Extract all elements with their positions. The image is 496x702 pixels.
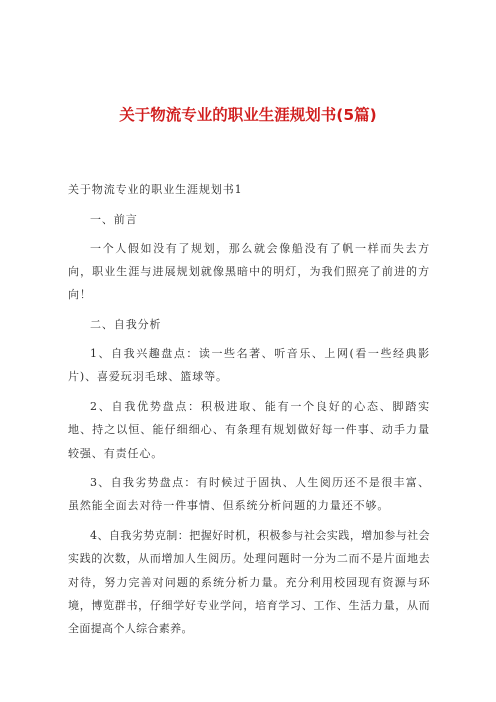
paragraph-strengths: 2、自我优势盘点：积极进取、能有一个良好的心态、脚踏实地、持之以恒、能仔细细心、有条理有规划做好每一件事、动手力量较强、有责任心。 [68,400,430,460]
paragraph-interests: 1、自我兴趣盘点：读一些名著、听音乐、上网(看一些经典影片)、喜爱玩羽毛球、篮球等。 [68,347,430,384]
paragraph-weaknesses: 3、自我劣势盘点：有时候过于固执、人生阅历还不是很丰富、虽然能全面去对待一件事情、但系统分析问题的力量还不够。 [68,476,430,513]
heading-self-analysis: 二、自我分析 [90,318,162,332]
document-title: 关于物流专业的职业生涯规划书(5篇) [119,106,377,124]
heading-preface: 一、前言 [90,212,138,226]
paragraph-overcoming-weaknesses: 4、自我劣势克制：把握好时机，积极参与社会实践，增加参与社会实践的次数，从而增加人生阅历。处理问题时一分为二而不是片面地去对待，努力完善对问题的系统分析力量。充分利用校园现有资源与环境，博览群书，仔细学好专业学问，培育学习、工作、生活力量，从而全面提高个人综合素养。 [68,529,430,635]
paragraph-preface: 一个人假如没有了规划，那么就会像船没有了帆一样而失去方向，职业生涯与进展规划就像黑暗中的明灯，为我们照亮了前进的方向！ [68,241,430,302]
section-subtitle: 关于物流专业的职业生涯规划书1 [68,183,243,196]
document-body [68,178,430,647]
